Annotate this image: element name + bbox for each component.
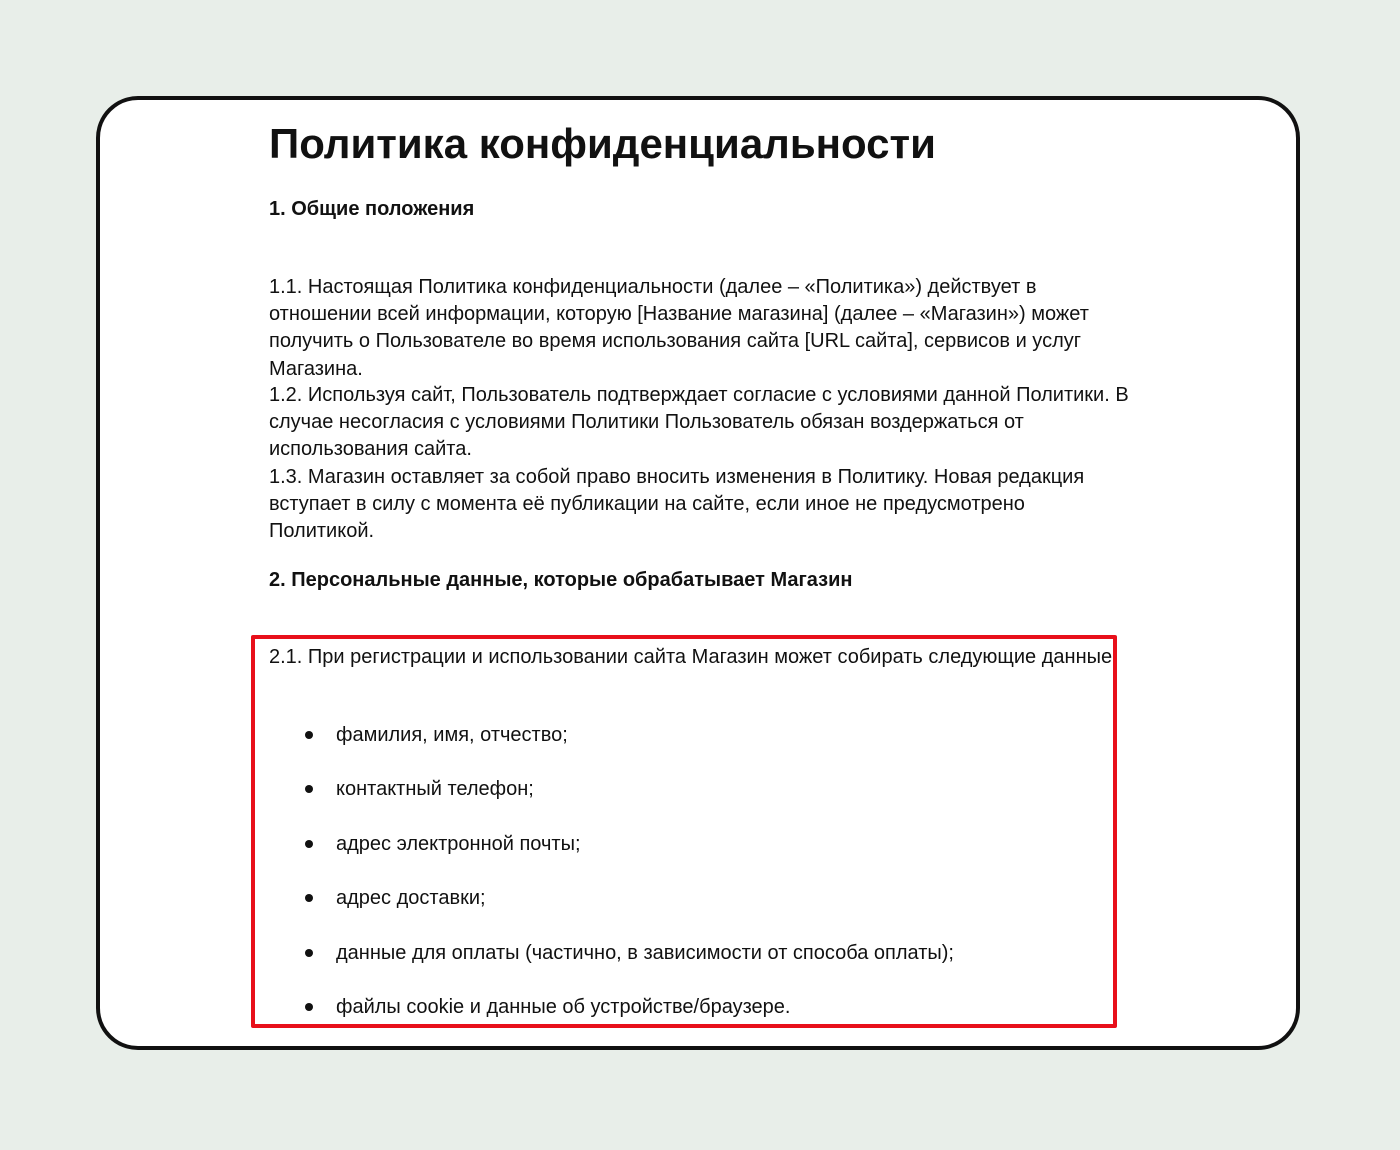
section-1-heading: 1. Общие положения xyxy=(269,198,475,220)
list-item-text: файлы cookie и данные об устройстве/браузере. xyxy=(336,995,791,1018)
list-item-text: адрес доставки; xyxy=(336,887,486,910)
list-item-text: контактный телефон; xyxy=(336,778,534,801)
highlight-frame xyxy=(251,635,1117,1028)
paragraph-1-1: 1.1. Настоящая Политика конфиденциальности (далее – «Политика») действует в отношении всей информации, которую [Название магазина] (далее – «Магазин») может получить о Пользователе во время использования сайта [URL сайта], сервисов и услуг Магазина. xyxy=(269,276,1089,380)
paragraph-1-2: 1.2. Используя сайт, Пользователь подтверждает согласие с условиями данной Политики. В случае несогласия с условиями Политики Пользователь обязан воздержаться от использования сайта. xyxy=(269,384,1129,461)
section-2-heading: 2. Персональные данные, которые обрабатывает Магазин xyxy=(269,569,853,591)
list-item-text: адрес электронной почты; xyxy=(336,832,581,855)
list-item-text: фамилия, имя, отчество; xyxy=(336,724,568,746)
list-item-text: данные для оплаты (частично, в зависимости от способа оплаты); xyxy=(336,941,954,964)
page-title: Политика конфиденциальности xyxy=(269,120,936,167)
document-card xyxy=(96,96,1300,1050)
paragraph-2-1: 2.1. При регистрации и использовании сайта Магазин может собирать следующие данные: xyxy=(269,646,1118,668)
paragraph-1-3: 1.3. Магазин оставляет за собой право вносить изменения в Политику. Новая редакция вступает в силу с момента её публикации на сайте, если иное не предусмотрено Политикой. xyxy=(269,466,1085,543)
